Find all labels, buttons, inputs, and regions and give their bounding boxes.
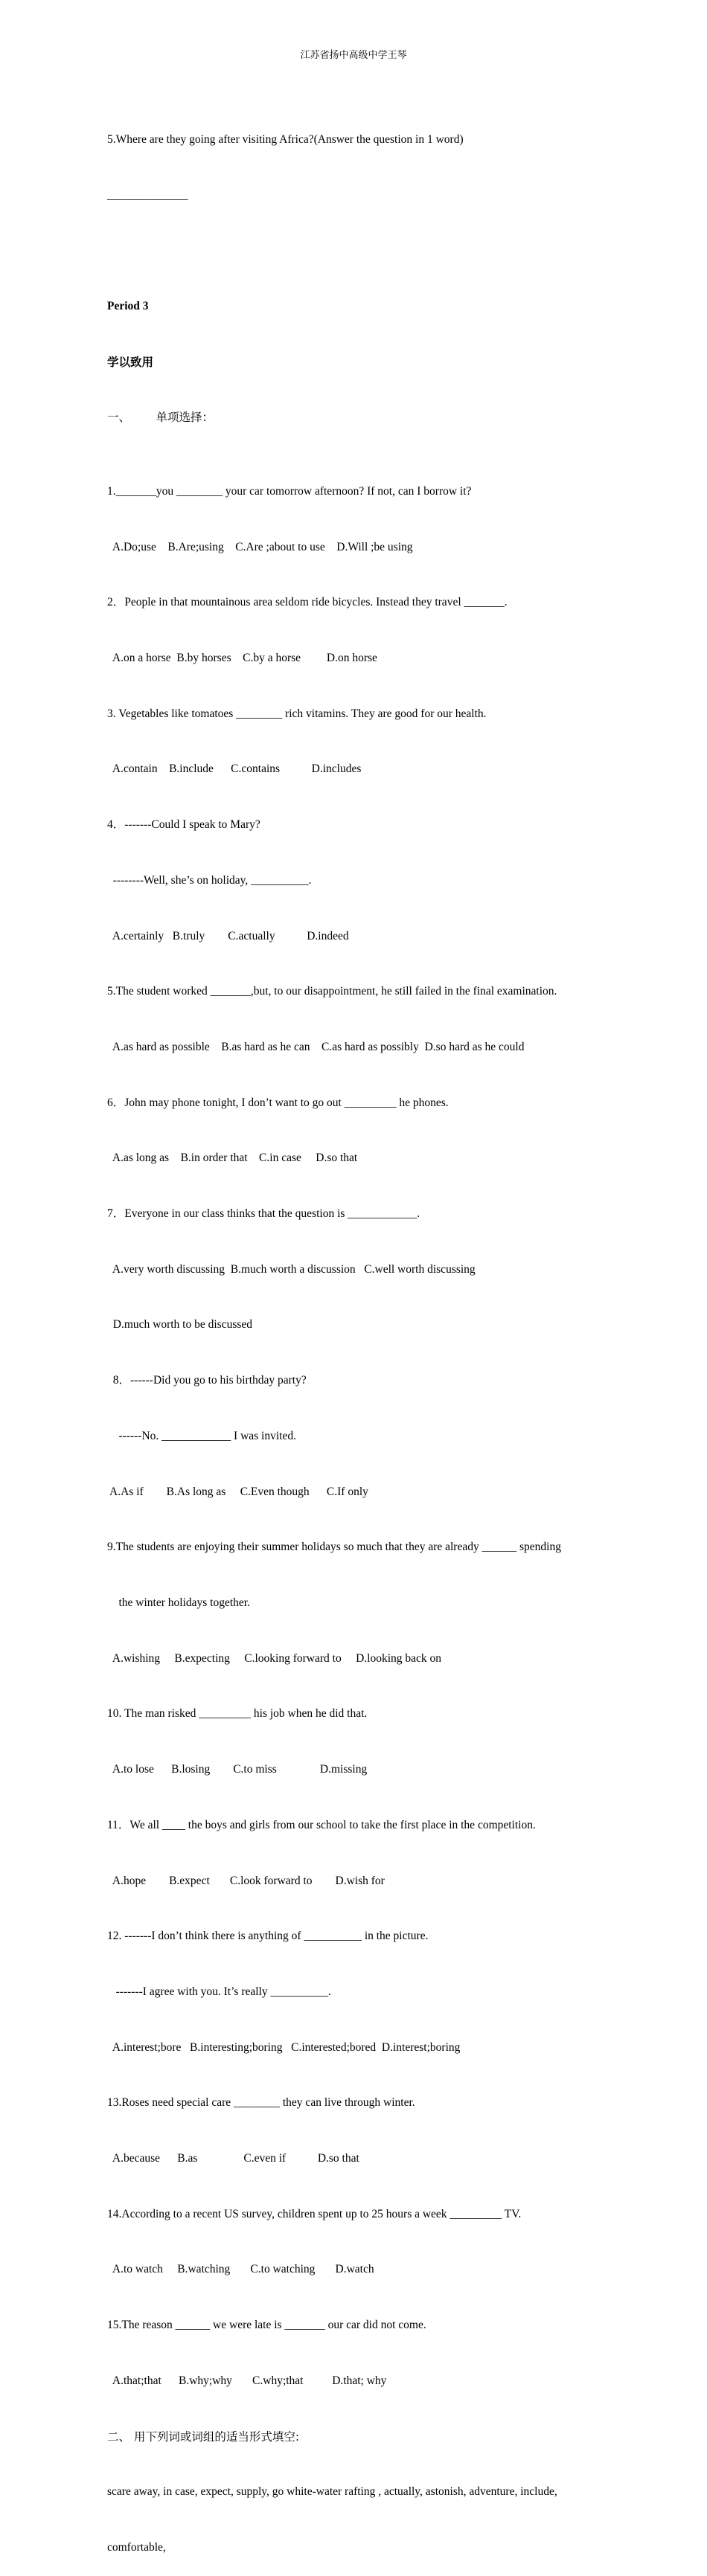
question-5: 5.The student worked _______,but, to our disappointment, he still failed in the final examination. [107, 985, 557, 998]
word-bank-cont: comfortable, [107, 2540, 166, 2554]
question-2: 2．People in that mountainous area seldom ride bicycles. Instead they travel _______. [107, 596, 508, 609]
question-4-reply: --------Well, she’s on holiday, __________. [107, 873, 312, 887]
question-8-options: A.As if B.As long as C.Even though C.If only [107, 1485, 368, 1498]
question-6-options: A.as long as B.in order that C.in case D.so that [107, 1152, 358, 1165]
question-8: 8．------Did you go to his birthday party? [107, 1374, 307, 1387]
question-10: 10. The man risked _________ his job when he did that. [107, 1707, 368, 1721]
question-9-cont: the winter holidays together. [107, 1596, 250, 1609]
question-10-options: A.to lose B.losing C.to miss D.missing [107, 1763, 368, 1776]
question-7-options-cont: D.much worth to be discussed [107, 1318, 253, 1332]
question-9-options: A.wishing B.expecting C.looking forward to D.looking back on [107, 1651, 442, 1665]
question-7-options: A.very worth discussing B.much worth a discussion C.well worth discussing [107, 1262, 476, 1276]
question-11: 11．We all ____ the boys and girls from our school to take the first place in the competition. [107, 1818, 536, 1831]
document-body [107, 94, 613, 2576]
question-7: 7．Everyone in our class thinks that the question is ____________. [107, 1207, 420, 1221]
question-11-options: A.hope B.expect C.look forward to D.wish for [107, 1874, 385, 1887]
question-12-reply: -------I agree with you. It’s really __________. [107, 1985, 331, 1998]
answer-blank: ______________ [107, 188, 188, 202]
question-13-options: A.because B.as C.even if D.so that [107, 2152, 359, 2165]
question-12-options: A.interest;bore B.interesting;boring C.interested;bored D.interest;boring [107, 2040, 461, 2054]
section-title-period-3: Period 3 [107, 299, 149, 312]
section-subtitle: 学以致用 [107, 355, 154, 369]
question-12: 12. -------I don’t think there is anything of __________ in the picture. [107, 1930, 429, 1943]
page-header: 江苏省扬中高级中学王琴 [300, 49, 407, 60]
question-14: 14.According to a recent US survey, children spent up to 25 hours a week _________ TV. [107, 2207, 522, 2220]
part-two-heading: 二、 用下列词或词组的适当形式填空: [107, 2429, 300, 2444]
question-13: 13.Roses need special care ________ they can live through winter. [107, 2096, 415, 2110]
question-1: 1._______you ________ your car tomorrow afternoon? If not, can I borrow it? [107, 484, 472, 498]
question-3: 3. Vegetables like tomatoes ________ rich vitamins. They are good for our health. [107, 707, 487, 720]
question-4: 4．-------Could I speak to Mary? [107, 818, 260, 832]
question-2-options: A.on a horse B.by horses C.by a horse D.on horse [107, 652, 377, 665]
question-5-options: A.as hard as possible B.as hard as he can C.as hard as possibly D.so hard as he could [107, 1040, 525, 1053]
question-9: 9.The students are enjoying their summer holidays so much that they are already ______ spending [107, 1541, 561, 1554]
question-8-reply: ------No. ____________ I was invited. [107, 1429, 296, 1442]
question-3-options: A.contain B.include C.contains D.includes [107, 762, 362, 776]
question-15: 15.The reason ______ we were late is _______ our car did not come. [107, 2319, 426, 2332]
question-4-options: A.certainly B.truly C.actually D.indeed [107, 929, 349, 942]
question-14-options: A.to watch B.watching C.to watching D.watch [107, 2263, 374, 2276]
question-1-options: A.Do;use B.Are;using C.Are ;about to use D.Will ;be using [107, 540, 413, 553]
spacer [107, 242, 613, 260]
question-6: 6．John may phone tonight, I don’t want to go out _________ he phones. [107, 1096, 449, 1109]
question-5-africa: 5.Where are they going after visiting Africa?(Answer the question in 1 word) [107, 132, 464, 146]
question-15-options: A.that;that B.why;why C.why;that D.that; why [107, 2374, 387, 2387]
word-bank: scare away, in case, expect, supply, go white-water rafting , actually, astonish, adventure, include, [107, 2485, 557, 2499]
part-one-heading: 一、 单项选择： [107, 411, 214, 425]
